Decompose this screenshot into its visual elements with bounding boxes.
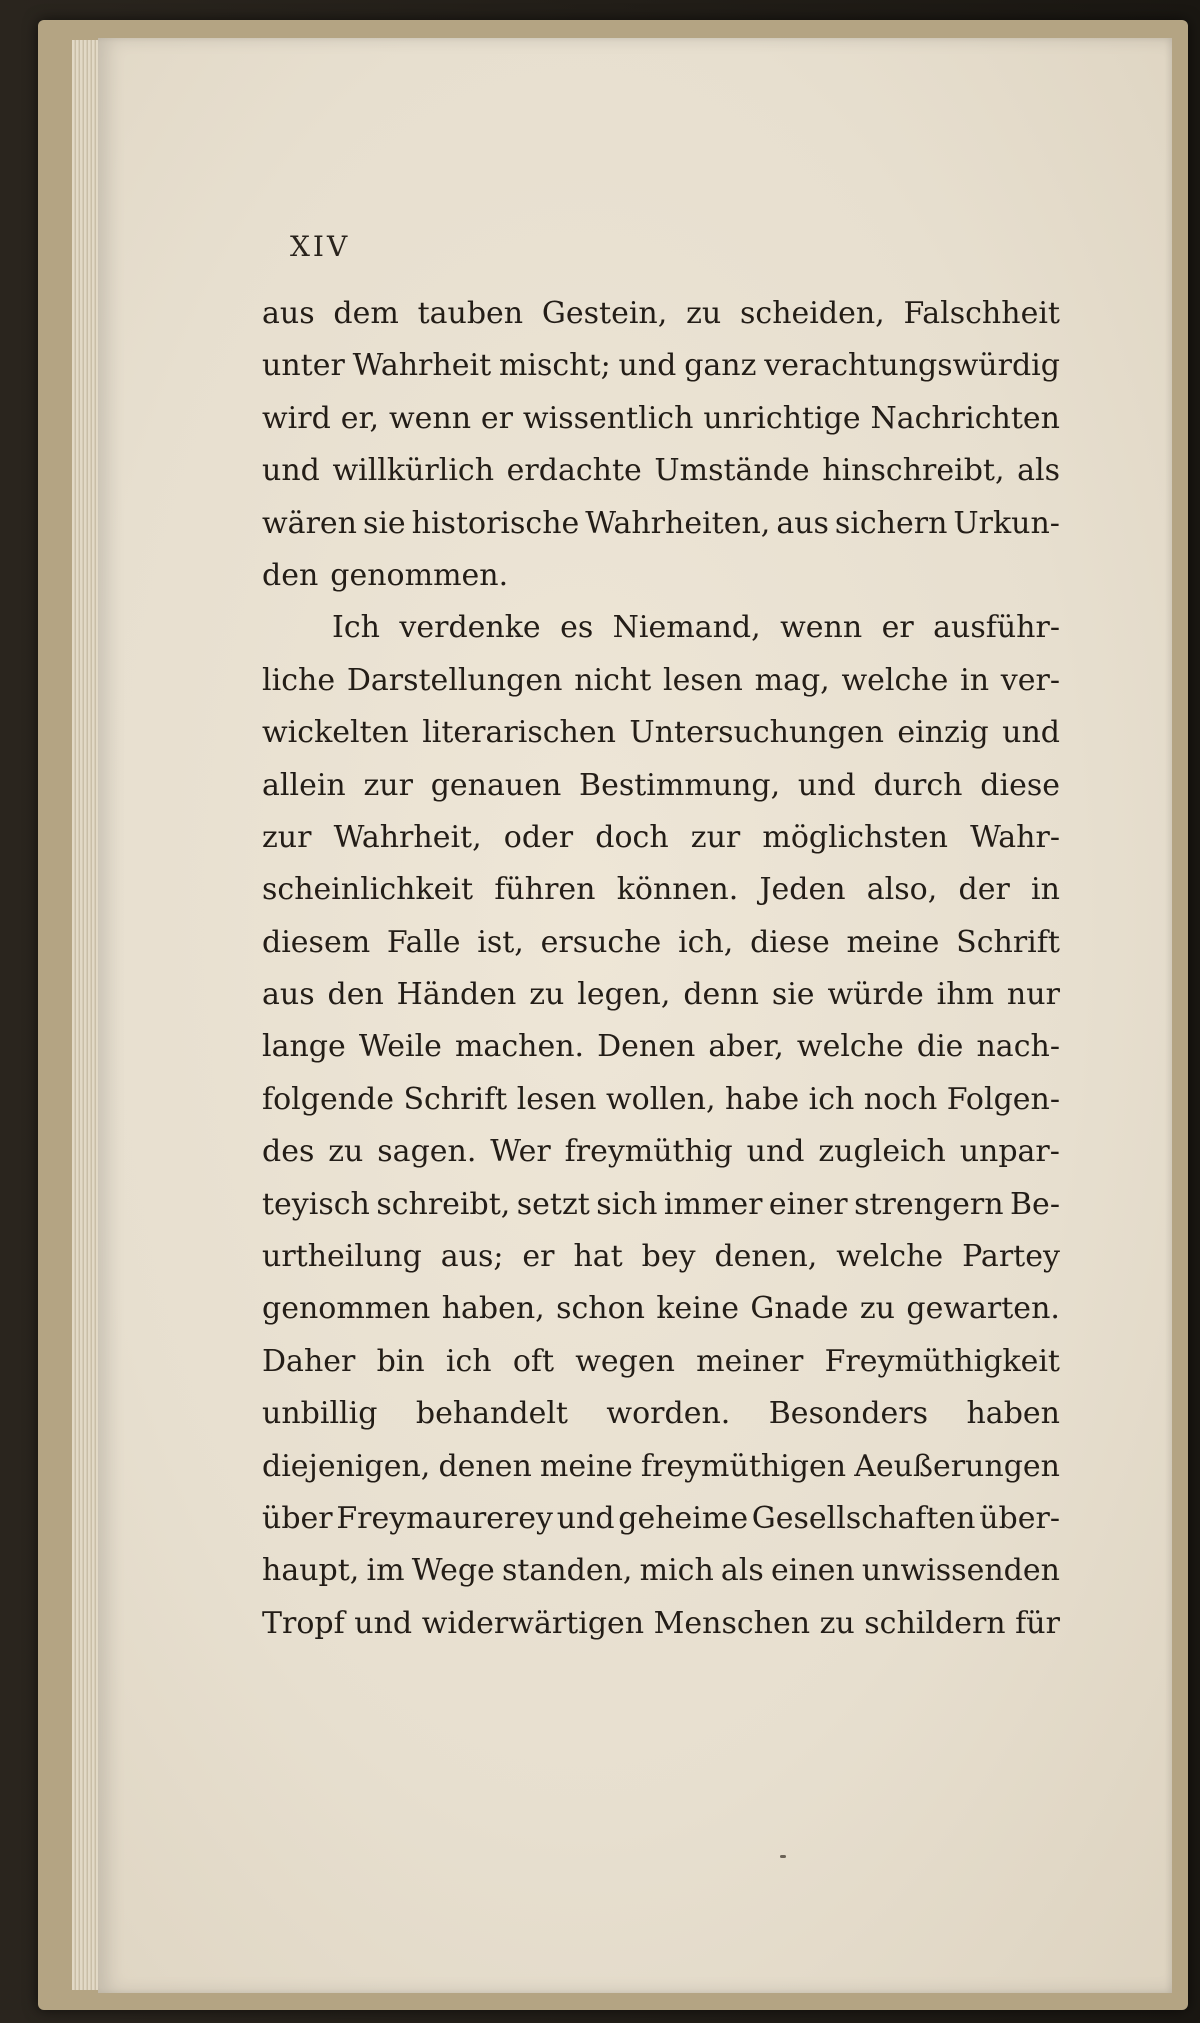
text-line: wären sie historische Wahrheiten, aus sichern Urkun- bbox=[262, 505, 1060, 541]
text-line: folgende Schrift lesen wollen, habe ich noch Folgen- bbox=[262, 1081, 1060, 1117]
text-line: Tropf und widerwärtigen Menschen zu schildern für bbox=[262, 1605, 1060, 1641]
text-line: wickelten literarischen Untersuchungen einzig und bbox=[262, 715, 1060, 751]
text-line: diejenigen, denen meine freymüthigen Aeußerungen bbox=[262, 1448, 1060, 1484]
ink-smudge bbox=[780, 1855, 786, 1858]
text-line: Daher bin ich oft wegen meiner Freymüthigkeit bbox=[262, 1343, 1060, 1379]
text-line: diesem Falle ist, ersuche ich, diese meine Schrift bbox=[262, 924, 1060, 960]
text-line: urtheilung aus; er hat bey denen, welche Partey bbox=[262, 1239, 1060, 1275]
text-line: liche Darstellungen nicht lesen mag, welche in ver- bbox=[262, 662, 1060, 698]
text-line: aus den Händen zu legen, denn sie würde ihm nur bbox=[262, 977, 1060, 1013]
page-number: XIV bbox=[290, 230, 351, 263]
text-line: scheinlichkeit führen können. Jeden also, der in bbox=[262, 872, 1060, 908]
text-line: den genommen. bbox=[262, 557, 509, 593]
text-line: über Freymaurerey und geheime Gesellschaften über- bbox=[262, 1500, 1060, 1536]
text-line: lange Weile machen. Denen aber, welche die nach- bbox=[262, 1029, 1060, 1065]
text-line: und willkürlich erdachte Umstände hinschreibt, als bbox=[262, 453, 1060, 489]
text-line: zur Wahrheit, oder doch zur möglichsten Wahr- bbox=[262, 819, 1060, 855]
text-line: Ich verdenke es Niemand, wenn er ausführ- bbox=[332, 610, 1060, 646]
text-line: allein zur genauen Bestimmung, und durch diese bbox=[262, 767, 1060, 803]
text-line: aus dem tauben Gestein, zu scheiden, Falschheit bbox=[262, 296, 1060, 331]
text-line: wird er, wenn er wissentlich unrichtige Nachrichten bbox=[262, 400, 1060, 436]
text-line: teyisch schreibt, setzt sich immer einer strengern Be- bbox=[262, 1186, 1060, 1222]
text-line: genommen haben, schon keine Gnade zu gewarten. bbox=[262, 1291, 1060, 1327]
text-line: des zu sagen. Wer freymüthig und zugleich unpar- bbox=[262, 1134, 1060, 1170]
text-line: unbillig behandelt worden. Besonders haben bbox=[262, 1396, 1060, 1432]
body-text bbox=[262, 288, 1060, 1650]
text-line: haupt, im Wege standen, mich als einen unwissenden bbox=[262, 1553, 1060, 1589]
text-line: unter Wahrheit mischt; und ganz verachtungswürdig bbox=[262, 348, 1060, 384]
